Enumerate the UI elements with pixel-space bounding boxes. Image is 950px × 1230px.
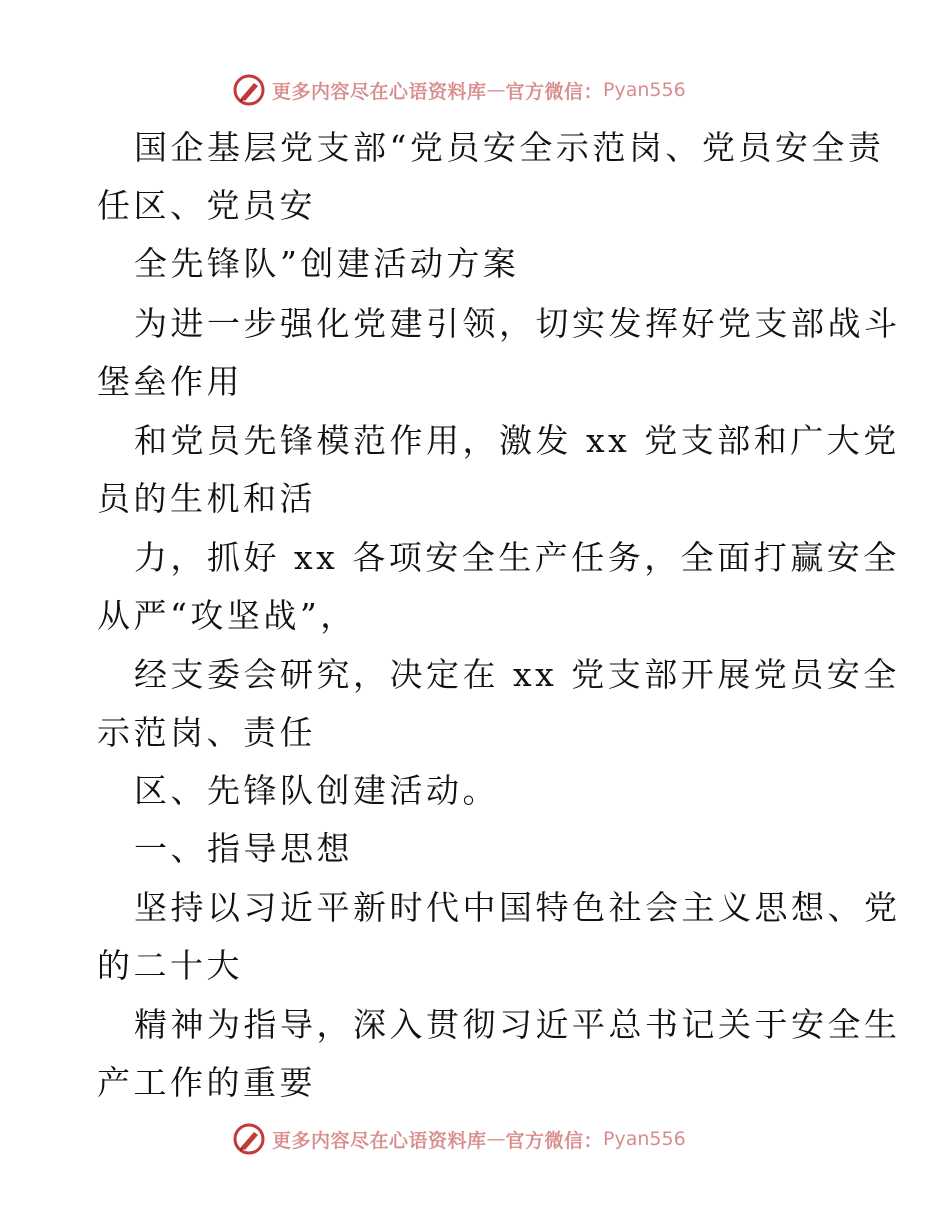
paragraph-line: 的二十大	[97, 946, 243, 985]
section-heading: 一、指导思想	[134, 829, 353, 868]
footer-banner	[232, 1121, 732, 1157]
title-line-2: 任区、党员安	[97, 186, 316, 225]
header-banner-official: 官方微信：	[505, 80, 604, 103]
paragraph-line: 区、先锋队创建活动。	[134, 771, 499, 810]
paragraph-line: 力，抓好 xx 各项安全生产任务，全面打赢安全	[134, 538, 900, 577]
footer-banner-separator: —	[486, 1128, 506, 1150]
header-banner-separator: —	[486, 79, 506, 101]
paragraph-line: 经支委会研究，决定在 xx 党支部开展党员安全	[134, 655, 900, 694]
paragraph-line: 坚持以习近平新时代中国特色社会主义思想、党	[134, 888, 901, 927]
footer-banner-text: 更多内容尽在心语资料库	[272, 1129, 487, 1152]
pen-circle-logo-icon	[232, 73, 266, 107]
footer-banner-official: 官方微信：	[505, 1129, 604, 1152]
paragraph-line: 从严“攻坚战”，	[97, 596, 357, 635]
paragraph-line: 堡垒作用	[97, 362, 243, 401]
title-line-3: 全先锋队”创建活动方案	[134, 244, 520, 283]
footer-banner-id: Pyan556	[603, 1128, 686, 1150]
paragraph-line: 和党员先锋模范作用，激发 xx 党支部和广大党	[134, 421, 900, 460]
paragraph-line: 产工作的重要	[97, 1063, 316, 1102]
paragraph-line: 为进一步强化党建引领，切实发挥好党支部战斗	[134, 304, 901, 343]
title-line-1: 国企基层党支部“党员安全示范岗、党员安全责	[134, 128, 885, 167]
header-banner	[232, 72, 732, 108]
pen-circle-logo-icon	[232, 1122, 266, 1156]
paragraph-line: 员的生机和活	[97, 479, 316, 518]
header-banner-id: Pyan556	[603, 79, 686, 101]
header-banner-text: 更多内容尽在心语资料库	[272, 80, 487, 103]
paragraph-line: 示范岗、责任	[97, 713, 316, 752]
paragraph-line: 精神为指导，深入贯彻习近平总书记关于安全生	[134, 1005, 901, 1044]
